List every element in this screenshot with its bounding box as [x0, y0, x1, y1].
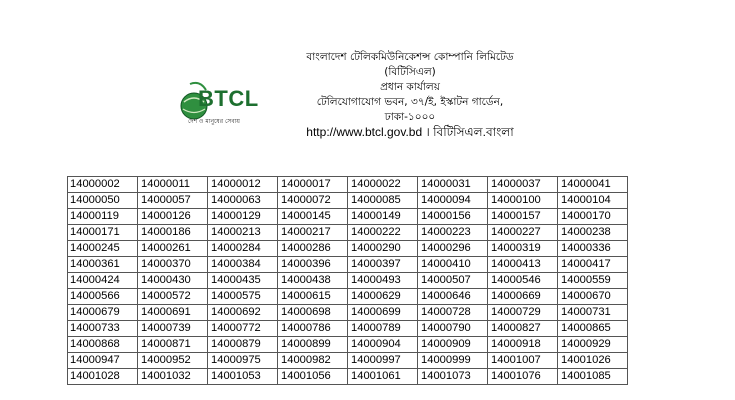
org-name: বাংলাদেশ টেলিকমিউনিকেশন্স কোম্পানি লিমিটেড — [306, 51, 514, 63]
number-cell: 14000057 — [138, 193, 208, 209]
number-cell: 14000999 — [418, 353, 488, 369]
number-cell: 14000012 — [208, 177, 278, 193]
number-cell: 14000094 — [418, 193, 488, 209]
number-cell: 14000789 — [348, 321, 418, 337]
table-row — [68, 321, 628, 337]
table-row — [68, 369, 628, 385]
number-cell: 14000790 — [418, 321, 488, 337]
number-cell: 14000396 — [278, 257, 348, 273]
office-name: প্রধান কার্যালয় — [380, 81, 440, 93]
number-cell: 14000679 — [68, 305, 138, 321]
table-row — [68, 353, 628, 369]
number-cell: 14000397 — [348, 257, 418, 273]
number-cell: 14000772 — [208, 321, 278, 337]
number-cell: 14000170 — [558, 209, 628, 225]
number-cell: 14000879 — [208, 337, 278, 353]
number-cell: 14001007 — [488, 353, 558, 369]
number-cell: 14001053 — [208, 369, 278, 385]
logo-wordmark: BTCL — [198, 86, 259, 111]
number-cell: 14000011 — [138, 177, 208, 193]
number-cell: 14000361 — [68, 257, 138, 273]
number-cell: 14000929 — [558, 337, 628, 353]
number-cell: 14000022 — [348, 177, 418, 193]
number-cell: 14000149 — [348, 209, 418, 225]
number-cell: 14000572 — [138, 289, 208, 305]
letterhead — [290, 50, 530, 140]
number-cell: 14000698 — [278, 305, 348, 321]
number-cell: 14001028 — [68, 369, 138, 385]
number-cell: 14000868 — [68, 337, 138, 353]
number-cell: 14000865 — [558, 321, 628, 337]
number-cell: 14000336 — [558, 241, 628, 257]
number-cell: 14000952 — [138, 353, 208, 369]
number-cell: 14001032 — [138, 369, 208, 385]
table-row — [68, 193, 628, 209]
number-cell: 14000370 — [138, 257, 208, 273]
number-cell: 14000731 — [558, 305, 628, 321]
number-cell: 14000430 — [138, 273, 208, 289]
number-cell: 14000017 — [278, 177, 348, 193]
number-cell: 14000223 — [418, 225, 488, 241]
number-cell: 14000156 — [418, 209, 488, 225]
city-line: ঢাকা-১০০০ — [384, 111, 436, 123]
number-cell: 14000997 — [348, 353, 418, 369]
number-cell: 14000171 — [68, 225, 138, 241]
number-cell: 14000729 — [488, 305, 558, 321]
table-row — [68, 289, 628, 305]
number-cell: 14000104 — [558, 193, 628, 209]
number-cell: 14000031 — [418, 177, 488, 193]
number-cell: 14000413 — [488, 257, 558, 273]
number-cell: 14000072 — [278, 193, 348, 209]
number-cell: 14001085 — [558, 369, 628, 385]
number-cell: 14000245 — [68, 241, 138, 257]
number-cell: 14000786 — [278, 321, 348, 337]
table-row — [68, 241, 628, 257]
number-cell: 14000669 — [488, 289, 558, 305]
number-cell: 14000575 — [208, 289, 278, 305]
number-cell: 14000186 — [138, 225, 208, 241]
number-cell: 14000238 — [558, 225, 628, 241]
number-cell: 14000871 — [138, 337, 208, 353]
number-cell: 14000222 — [348, 225, 418, 241]
number-cell: 14001026 — [558, 353, 628, 369]
number-cell: 14000728 — [418, 305, 488, 321]
number-cell: 14000119 — [68, 209, 138, 225]
number-cell: 14000629 — [348, 289, 418, 305]
number-table — [67, 176, 628, 385]
table-row — [68, 305, 628, 321]
table-row — [68, 273, 628, 289]
website-url: http://www.btcl.gov.bd । বিটিসিএল.বাংলা — [306, 125, 514, 139]
table-row — [68, 225, 628, 241]
number-table-body — [68, 177, 628, 385]
number-cell: 14000899 — [278, 337, 348, 353]
number-cell: 14000904 — [348, 337, 418, 353]
number-cell: 14000286 — [278, 241, 348, 257]
number-cell: 14000493 — [348, 273, 418, 289]
address-line: টেলিযোগাযোগ ভবন, ৩৭/ই, ইস্কাটন গার্ডেন, — [316, 96, 504, 108]
number-cell: 14000296 — [418, 241, 488, 257]
number-cell: 14000947 — [68, 353, 138, 369]
number-cell: 14000435 — [208, 273, 278, 289]
number-cell: 14000261 — [138, 241, 208, 257]
number-cell: 14000566 — [68, 289, 138, 305]
org-abbr: (বিটিসিএল) — [384, 66, 436, 78]
table-row — [68, 257, 628, 273]
number-cell: 14000002 — [68, 177, 138, 193]
number-cell: 14000546 — [488, 273, 558, 289]
number-cell: 14000739 — [138, 321, 208, 337]
number-cell: 14000129 — [208, 209, 278, 225]
number-cell: 14000507 — [418, 273, 488, 289]
number-cell: 14000063 — [208, 193, 278, 209]
number-cell: 14000559 — [558, 273, 628, 289]
number-cell: 14000982 — [278, 353, 348, 369]
number-cell: 14001061 — [348, 369, 418, 385]
number-cell: 14000670 — [558, 289, 628, 305]
number-cell: 14000909 — [418, 337, 488, 353]
number-cell: 14000319 — [488, 241, 558, 257]
number-cell: 14000213 — [208, 225, 278, 241]
number-cell: 14000918 — [488, 337, 558, 353]
number-cell: 14000733 — [68, 321, 138, 337]
number-cell: 14000692 — [208, 305, 278, 321]
number-cell: 14000384 — [208, 257, 278, 273]
number-cell: 14000227 — [488, 225, 558, 241]
table-row — [68, 177, 628, 193]
number-cell: 14000827 — [488, 321, 558, 337]
number-cell: 14000050 — [68, 193, 138, 209]
number-cell: 14000217 — [278, 225, 348, 241]
number-cell: 14000646 — [418, 289, 488, 305]
number-cell: 14000157 — [488, 209, 558, 225]
number-cell: 14001076 — [488, 369, 558, 385]
number-cell: 14001056 — [278, 369, 348, 385]
number-cell: 14001073 — [418, 369, 488, 385]
table-row — [68, 209, 628, 225]
number-cell: 14000041 — [558, 177, 628, 193]
number-cell: 14000699 — [348, 305, 418, 321]
number-cell: 14000417 — [558, 257, 628, 273]
number-cell: 14000290 — [348, 241, 418, 257]
number-cell: 14000037 — [488, 177, 558, 193]
number-cell: 14000100 — [488, 193, 558, 209]
number-cell: 14000691 — [138, 305, 208, 321]
number-cell: 14000126 — [138, 209, 208, 225]
number-cell: 14000615 — [278, 289, 348, 305]
number-cell: 14000284 — [208, 241, 278, 257]
number-cell: 14000975 — [208, 353, 278, 369]
number-cell: 14000424 — [68, 273, 138, 289]
logo-tagline: দেশ ও মানুষের সেবায় — [188, 118, 240, 125]
table-row — [68, 337, 628, 353]
number-cell: 14000145 — [278, 209, 348, 225]
number-cell: 14000085 — [348, 193, 418, 209]
number-cell: 14000410 — [418, 257, 488, 273]
number-cell: 14000438 — [278, 273, 348, 289]
